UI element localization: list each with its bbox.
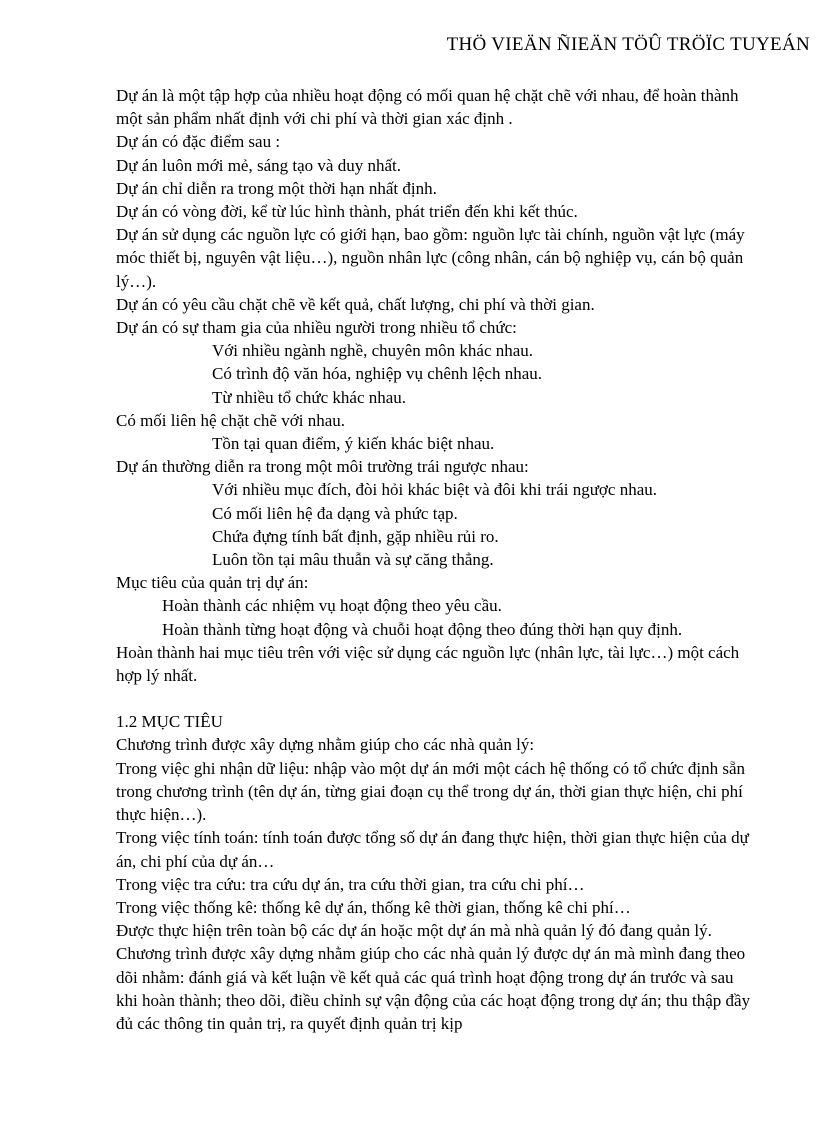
section-paragraph: Chương trình được xây dựng nhằm giúp cho các nhà quản lý được dự án mà mình đang theo dõi nhằm: đánh giá và kết luận về kết quả các quá trình hoạt động trong dự án trước và sau khi hoàn thành; theo dõi, điều chỉnh sự vận động của các hoạt động trong dự án; thu thập đầy đủ các thông tin quản trị, ra quyết định quản trị kịp [116,944,751,1033]
feature-item: Dự án luôn mới mẻ, sáng tạo và duy nhất. [116,155,401,175]
feature-item: Dự án có sự tham gia của nhiều người trong nhiều tổ chức: [116,318,517,338]
section-paragraph: Được thực hiện trên toàn bộ các dự án hoặc một dự án mà nhà quản lý đó đang quản lý. [116,921,712,941]
relation-sub-item: Tồn tại quan điểm, ý kiến khác biệt nhau. [212,434,495,454]
goal-item: Hoàn thành từng hoạt động và chuỗi hoạt động theo đúng thời hạn quy định. [162,619,683,639]
feature-item: Dự án chỉ diễn ra trong một thời hạn nhất định. [116,178,437,198]
participant-item: Có trình độ văn hóa, nghiệp vụ chênh lệch nhau. [212,364,543,384]
feature-item: Dự án có yêu cầu chặt chẽ về kết quả, chất lượng, chi phí và thời gian. [116,294,595,314]
participant-item: Từ nhiều tổ chức khác nhau. [212,387,407,407]
section-paragraph: Trong việc tra cứu: tra cứu dự án, tra cứu thời gian, tra cứu chi phí… [116,874,585,894]
paragraph-definition: Dự án là một tập hợp của nhiều hoạt động có mối quan hệ chặt chẽ với nhau, để hoàn thành một sản phẩm nhất định với chi phí và thời gian xác định . [116,86,739,129]
feature-item: Dự án có vòng đời, kể từ lúc hình thành, phát triển đến khi kết thúc. [116,202,578,222]
feature-item: Dự án sử dụng các nguồn lực có giới hạn, bao gồm: nguồn lực tài chính, nguồn vật lực (máy móc thiết bị, nguyên vật liệu…), nguồn nhân lực (công nhân, cán bộ nghiệp vụ, cán bộ quản lý…). [116,225,745,291]
environment-line: Dự án thường diễn ra trong một môi trường trái ngược nhau: [116,457,529,477]
paragraph-features-intro: Dự án có đặc điểm sau : [116,132,281,152]
section-paragraph: Trong việc tính toán: tính toán được tổng số dự án đang thực hiện, thời gian thực hiện của dự án, chi phí của dự án… [116,828,749,871]
page-header: THÖ VIEÄN ÑIEÄN TÖÛ TRÖÏC TUYEÁN [446,34,810,55]
goal-item: Hoàn thành các nhiệm vụ hoạt động theo yêu cầu. [162,596,502,616]
section-paragraph: Trong việc ghi nhận dữ liệu: nhập vào một dự án mới một cách hệ thống có tổ chức định sẵn trong chương trình (tên dự án, từng giai đoạn cụ thể trong dự án, thời gian thực hiện, chi phí thực hiện…). [116,758,745,825]
section-heading: 1.2 MỤC TIÊU [116,712,223,732]
goal-conclusion: Hoàn thành hai mục tiêu trên với việc sử dụng các nguồn lực (nhân lực, tài lực…) một cách hợp lý nhất. [116,642,740,686]
participant-item: Với nhiều ngành nghề, chuyên môn khác nhau. [212,341,534,361]
section-paragraph: Chương trình được xây dựng nhằm giúp cho các nhà quản lý: [116,735,535,755]
environment-item: Với nhiều mục đích, đòi hỏi khác biệt và đôi khi trái ngược nhau. [212,480,658,500]
section-spacer [116,687,756,710]
environment-item: Luôn tồn tại mâu thuẫn và sự căng thẳng. [212,550,494,570]
section-paragraph: Trong việc thống kê: thống kê dự án, thống kê thời gian, thống kê chi phí… [116,897,631,917]
relation-line: Có mối liên hệ chặt chẽ với nhau. [116,410,345,430]
goal-line: Mục tiêu của quản trị dự án: [116,573,309,593]
document-body [116,84,756,1035]
environment-item: Có mối liên hệ đa dạng và phức tạp. [212,503,458,523]
environment-item: Chứa đựng tính bất định, gặp nhiều rủi ro. [212,526,499,546]
